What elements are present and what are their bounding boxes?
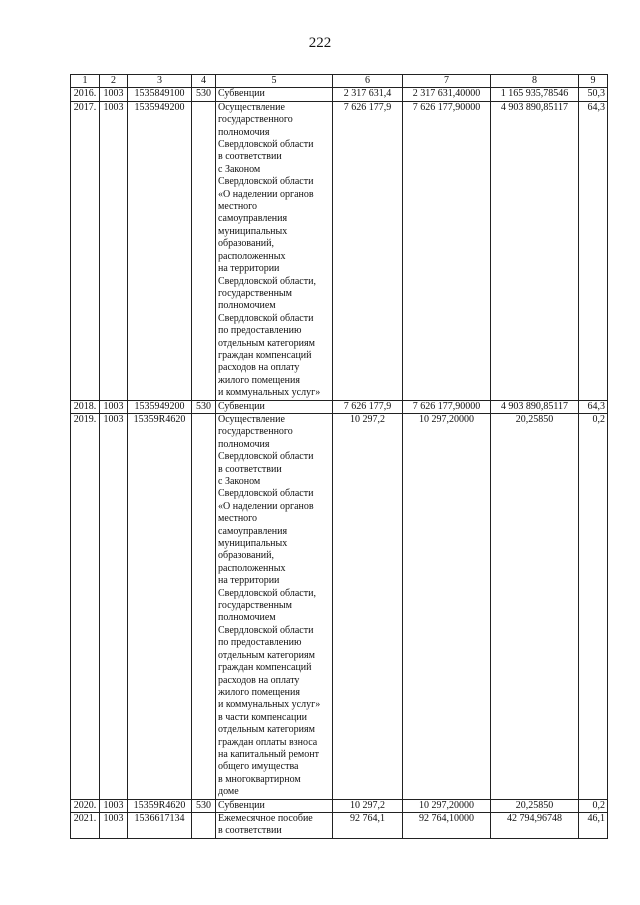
target-code: 1536617134 <box>128 812 192 838</box>
expense-type-code: 530 <box>192 400 216 413</box>
header-cell: 3 <box>128 75 192 88</box>
budget-amount: 10 297,20000 <box>403 799 491 812</box>
ministry-code: 1003 <box>100 812 128 838</box>
row-number: 2018. <box>71 400 100 413</box>
header-cell: 6 <box>333 75 403 88</box>
item-name: Субвенции <box>216 799 333 812</box>
execution-percent: 0,2 <box>579 413 608 799</box>
execution-percent: 0,2 <box>579 799 608 812</box>
budget-amount: 7 626 177,90000 <box>403 101 491 400</box>
executed-amount: 4 903 890,85117 <box>491 400 579 413</box>
row-number: 2021. <box>71 812 100 838</box>
header-cell: 5 <box>216 75 333 88</box>
approved-amount: 10 297,2 <box>333 799 403 812</box>
budget-table <box>70 74 608 839</box>
header-cell: 1 <box>71 75 100 88</box>
expense-type-code: 530 <box>192 799 216 812</box>
executed-amount: 42 794,96748 <box>491 812 579 838</box>
approved-amount: 7 626 177,9 <box>333 400 403 413</box>
table-row <box>71 400 608 413</box>
table-header-row <box>71 75 608 88</box>
item-name: Ежемесячное пособие в соответствии <box>216 812 333 838</box>
row-number: 2017. <box>71 101 100 400</box>
expense-type-code <box>192 413 216 799</box>
header-cell: 4 <box>192 75 216 88</box>
table-row <box>71 413 608 799</box>
header-cell: 9 <box>579 75 608 88</box>
target-code: 15359R4620 <box>128 413 192 799</box>
table-row <box>71 101 608 400</box>
budget-amount: 2 317 631,40000 <box>403 88 491 101</box>
execution-percent: 46,1 <box>579 812 608 838</box>
target-code: 15359R4620 <box>128 799 192 812</box>
target-code: 1535949200 <box>128 101 192 400</box>
header-cell: 8 <box>491 75 579 88</box>
approved-amount: 2 317 631,4 <box>333 88 403 101</box>
item-name: Осуществление государственного полномочия Свердловской области в соответствии с Законом Свердловской области «О наделении органов местного самоуправления муниципальных образований, расположенных на территории Свердловской области, государственным полномочием Свердловской области по предоставлению отдельным категориям граждан компенсаций расходов на оплату жилого помещения и коммунальных услуг» <box>216 101 333 400</box>
executed-amount: 4 903 890,85117 <box>491 101 579 400</box>
ministry-code: 1003 <box>100 101 128 400</box>
ministry-code: 1003 <box>100 413 128 799</box>
item-name: Субвенции <box>216 400 333 413</box>
header-cell: 7 <box>403 75 491 88</box>
executed-amount: 1 165 935,78546 <box>491 88 579 101</box>
executed-amount: 20,25850 <box>491 413 579 799</box>
row-number: 2019. <box>71 413 100 799</box>
approved-amount: 10 297,2 <box>333 413 403 799</box>
expense-type-code <box>192 812 216 838</box>
budget-amount: 7 626 177,90000 <box>403 400 491 413</box>
table-row <box>71 812 608 838</box>
approved-amount: 7 626 177,9 <box>333 101 403 400</box>
ministry-code: 1003 <box>100 400 128 413</box>
item-name: Осуществление государственного полномочия Свердловской области в соответствии с Законом Свердловской области «О наделении органов местного самоуправления муниципальных образований, расположенных на территории Свердловской области, государственным полномочием Свердловской области по предоставлению отдельным категориям граждан компенсаций расходов на оплату жилого помещения и коммунальных услуг» в части компенсации отдельным категориям граждан оплаты взноса на капитальный ремонт общего имущества в многоквартирном доме <box>216 413 333 799</box>
execution-percent: 50,3 <box>579 88 608 101</box>
target-code: 1535849100 <box>128 88 192 101</box>
row-number: 2016. <box>71 88 100 101</box>
budget-amount: 92 764,10000 <box>403 812 491 838</box>
row-number: 2020. <box>71 799 100 812</box>
approved-amount: 92 764,1 <box>333 812 403 838</box>
table-row <box>71 799 608 812</box>
executed-amount: 20,25850 <box>491 799 579 812</box>
table-row <box>71 88 608 101</box>
ministry-code: 1003 <box>100 88 128 101</box>
header-cell: 2 <box>100 75 128 88</box>
page-number: 222 <box>308 35 332 51</box>
budget-amount: 10 297,20000 <box>403 413 491 799</box>
expense-type-code <box>192 101 216 400</box>
execution-percent: 64,3 <box>579 101 608 400</box>
execution-percent: 64,3 <box>579 400 608 413</box>
item-name: Субвенции <box>216 88 333 101</box>
ministry-code: 1003 <box>100 799 128 812</box>
expense-type-code: 530 <box>192 88 216 101</box>
target-code: 1535949200 <box>128 400 192 413</box>
